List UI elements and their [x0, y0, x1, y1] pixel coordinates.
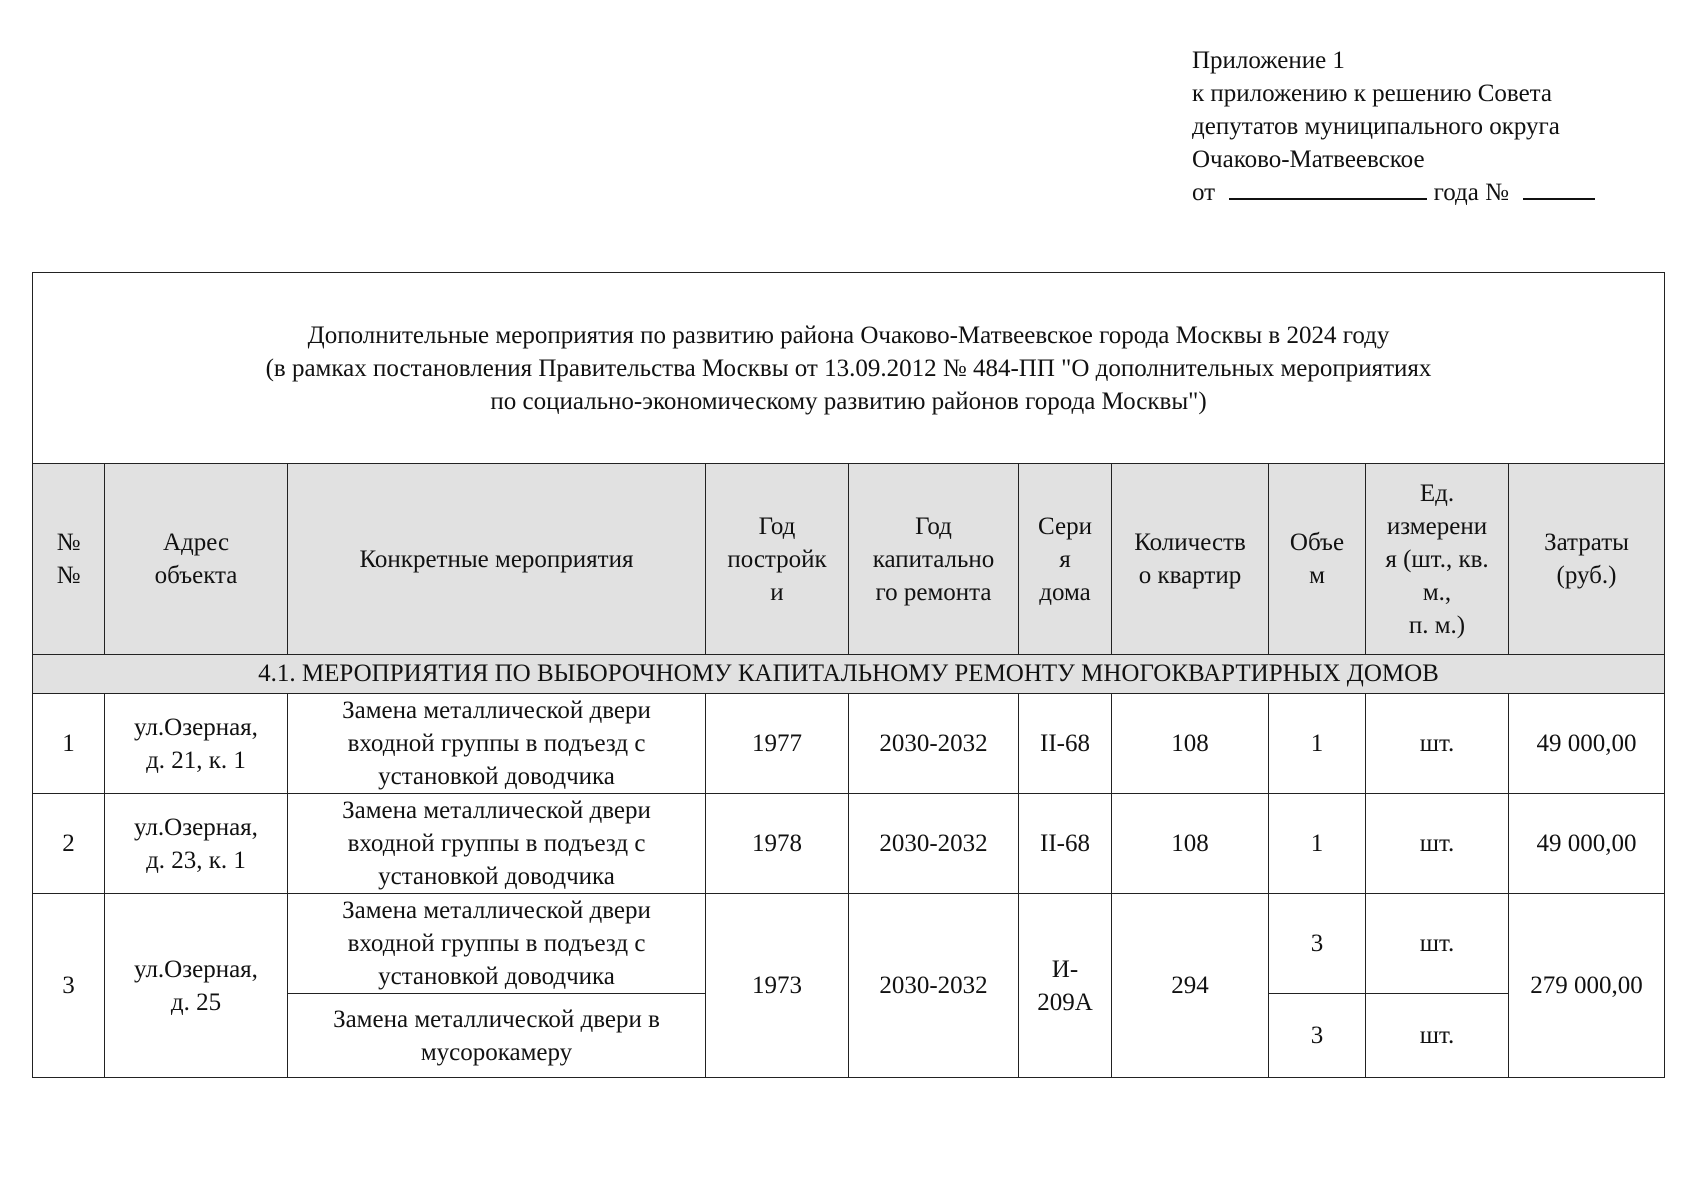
cell-year-repair: 2030-2032 — [849, 894, 1019, 1078]
measures-table — [32, 272, 1665, 1078]
cell-measure: Замена металлической двери входной группы в подъезд с установкой доводчика — [288, 894, 706, 994]
cell-measure: Замена металлической двери в мусорокамеру — [288, 994, 706, 1078]
cell-unit: шт. — [1366, 694, 1509, 794]
header-year-built: Год постройк и — [706, 464, 849, 655]
table-row — [33, 794, 1665, 894]
cell-cost: 49 000,00 — [1509, 694, 1665, 794]
cell-num: 3 — [33, 894, 105, 1078]
number-blank — [1523, 176, 1595, 200]
cell-apartments: 294 — [1112, 894, 1269, 1078]
cell-year-built: 1978 — [706, 794, 849, 894]
appendix-line: депутатов муниципального округа — [1192, 113, 1560, 140]
appendix-date-line — [1192, 176, 1595, 209]
header-measures: Конкретные мероприятия — [288, 464, 706, 655]
table-row — [33, 694, 1665, 794]
cell-num: 2 — [33, 794, 105, 894]
cell-series: II-68 — [1019, 694, 1112, 794]
table-title — [33, 273, 1665, 464]
cell-year-built: 1977 — [706, 694, 849, 794]
table-row — [33, 894, 1665, 994]
header-cost: Затраты (руб.) — [1509, 464, 1665, 655]
cell-series: II-68 — [1019, 794, 1112, 894]
appendix-line: Приложение 1 — [1192, 47, 1345, 74]
header-apartments: Количеств о квартир — [1112, 464, 1269, 655]
title-line: по социально-экономическому развитию районов города Москвы") — [490, 387, 1207, 415]
header-series: Сери я дома — [1019, 464, 1112, 655]
cell-volume: 1 — [1269, 794, 1366, 894]
cell-volume: 3 — [1269, 894, 1366, 994]
cell-apartments: 108 — [1112, 794, 1269, 894]
header-volume: Объе м — [1269, 464, 1366, 655]
cell-cost: 49 000,00 — [1509, 794, 1665, 894]
header-num: № № — [33, 464, 105, 655]
cell-measure: Замена металлической двери входной группы в подъезд с установкой доводчика — [288, 794, 706, 894]
cell-measure: Замена металлической двери входной группы в подъезд с установкой доводчика — [288, 694, 706, 794]
date-blank — [1229, 176, 1427, 200]
title-line: (в рамках постановления Правительства Москвы от 13.09.2012 № 484-ПП "О дополнительных мероприятиях — [265, 354, 1432, 382]
cell-volume: 3 — [1269, 994, 1366, 1078]
header-row — [33, 464, 1665, 655]
cell-unit: шт. — [1366, 794, 1509, 894]
cell-volume: 1 — [1269, 694, 1366, 794]
header-year-repair: Год капитально го ремонта — [849, 464, 1019, 655]
appendix-line: к приложению к решению Совета — [1192, 80, 1553, 107]
section-row — [33, 655, 1665, 694]
cell-unit: шт. — [1366, 894, 1509, 994]
cell-year-repair: 2030-2032 — [849, 794, 1019, 894]
cell-address: ул.Озерная, д. 23, к. 1 — [105, 794, 288, 894]
cell-num: 1 — [33, 694, 105, 794]
cell-apartments: 108 — [1112, 694, 1269, 794]
title-line: Дополнительные мероприятия по развитию района Очаково-Матвеевское города Москвы в 2024 году — [307, 321, 1390, 349]
header-address: Адрес объекта — [105, 464, 288, 655]
appendix-header — [1192, 44, 1595, 209]
cell-address: ул.Озерная, д. 21, к. 1 — [105, 694, 288, 794]
cell-unit: шт. — [1366, 994, 1509, 1078]
section-title: 4.1. МЕРОПРИЯТИЯ ПО ВЫБОРОЧНОМУ КАПИТАЛЬНОМУ РЕМОНТУ МНОГОКВАРТИРНЫХ ДОМОВ — [33, 655, 1665, 694]
cell-series: И- 209А — [1019, 894, 1112, 1078]
cell-year-built: 1973 — [706, 894, 849, 1078]
cell-year-repair: 2030-2032 — [849, 694, 1019, 794]
cell-cost: 279 000,00 — [1509, 894, 1665, 1078]
year-label: года № — [1433, 179, 1509, 206]
cell-address: ул.Озерная, д. 25 — [105, 894, 288, 1078]
appendix-line: Очаково-Матвеевское — [1192, 146, 1425, 173]
from-label: от — [1192, 179, 1216, 206]
header-unit: Ед. измерени я (шт., кв. м., п. м.) — [1366, 464, 1509, 655]
